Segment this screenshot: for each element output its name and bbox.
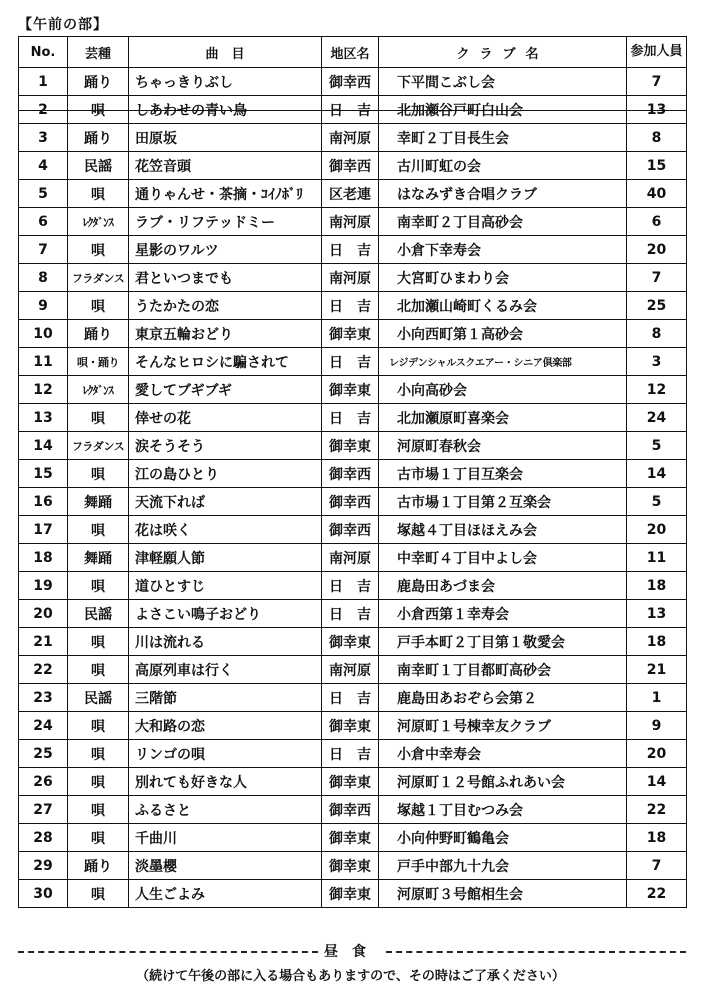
cell-genre: フラダンス: [68, 432, 129, 460]
cell-count: 20: [627, 740, 687, 768]
cell-genre: ﾚｸﾀﾞﾝｽ: [68, 208, 129, 236]
table-row: [19, 488, 687, 516]
cell-no: 7: [19, 236, 68, 264]
cell-area: 日 吉: [322, 292, 379, 320]
cell-genre: 唄: [68, 656, 129, 684]
cell-song: そんなヒロシに騙されて: [129, 348, 322, 376]
cell-area: 日 吉: [322, 404, 379, 432]
section-title: 【午前の部】: [18, 17, 108, 33]
cell-song: 田原坂: [129, 124, 322, 152]
cell-area: 御幸西: [322, 68, 379, 96]
cell-club: 南幸町１丁目都町高砂会: [379, 656, 627, 684]
cell-count: 6: [627, 208, 687, 236]
cell-area: 日 吉: [322, 600, 379, 628]
cell-area: 南河原: [322, 208, 379, 236]
cell-no: 28: [19, 824, 68, 852]
cell-count: 1: [627, 684, 687, 712]
cell-song: 道ひとすじ: [129, 572, 322, 600]
cell-no: 26: [19, 768, 68, 796]
cell-no: 29: [19, 852, 68, 880]
cell-area: 日 吉: [322, 96, 379, 124]
cell-no: 13: [19, 404, 68, 432]
table-row: [19, 376, 687, 404]
cell-no: 20: [19, 600, 68, 628]
cell-no: 19: [19, 572, 68, 600]
cell-song: 大和路の恋: [129, 712, 322, 740]
cell-song: 江の島ひとり: [129, 460, 322, 488]
cell-count: 24: [627, 404, 687, 432]
cell-genre: 唄: [68, 768, 129, 796]
table-row: [19, 768, 687, 796]
cell-area: 区老連: [322, 180, 379, 208]
cell-club: 河原町春秋会: [379, 432, 627, 460]
table-row: [19, 544, 687, 572]
cell-club: 小向仲野町鶴亀会: [379, 824, 627, 852]
cell-no: 23: [19, 684, 68, 712]
cell-genre: 唄: [68, 628, 129, 656]
cell-song: よさこい鳴子おどり: [129, 600, 322, 628]
table-row: [19, 208, 687, 236]
cell-count: 7: [627, 264, 687, 292]
cell-song: 花笠音頭: [129, 152, 322, 180]
header-club: クラブ名: [379, 37, 627, 68]
cell-genre: 踊り: [68, 320, 129, 348]
cell-genre: 踊り: [68, 68, 129, 96]
cell-club: 古市場１丁目互楽会: [379, 460, 627, 488]
cell-no: 3: [19, 124, 68, 152]
cell-club: 小倉西第１幸寿会: [379, 600, 627, 628]
lunch-divider: [18, 941, 686, 961]
table-row: [19, 292, 687, 320]
table-row: [19, 852, 687, 880]
table-row: [19, 96, 687, 124]
cell-area: 御幸西: [322, 796, 379, 824]
cell-club: 北加瀬原町喜楽会: [379, 404, 627, 432]
table-row: [19, 432, 687, 460]
cell-area: 日 吉: [322, 740, 379, 768]
cell-song: リンゴの唄: [129, 740, 322, 768]
cell-count: 20: [627, 236, 687, 264]
cell-song: ちゃっきりぶし: [129, 68, 322, 96]
cell-song: 高原列車は行く: [129, 656, 322, 684]
cell-area: 日 吉: [322, 684, 379, 712]
cell-no: 18: [19, 544, 68, 572]
table-row: [19, 572, 687, 600]
cell-area: 御幸東: [322, 628, 379, 656]
cell-area: 御幸東: [322, 824, 379, 852]
cell-no: 22: [19, 656, 68, 684]
cell-club: 戸手中部九十九会: [379, 852, 627, 880]
cell-count: 12: [627, 376, 687, 404]
cell-song: 川は流れる: [129, 628, 322, 656]
cell-no: 11: [19, 348, 68, 376]
cell-song: 通りゃんせ・茶摘・ｺｲﾉﾎﾞﾘ: [129, 180, 322, 208]
table-row: [19, 152, 687, 180]
header-genre: 芸種: [68, 37, 129, 68]
cell-club: 河原町１号棟幸友クラブ: [379, 712, 627, 740]
cell-club: 鹿島田あおぞら会第２: [379, 684, 627, 712]
cell-no: 15: [19, 460, 68, 488]
cell-area: 御幸東: [322, 852, 379, 880]
cell-genre: 唄: [68, 796, 129, 824]
cell-count: 14: [627, 768, 687, 796]
cell-count: 8: [627, 124, 687, 152]
cell-no: 5: [19, 180, 68, 208]
header-area: 地区名: [322, 37, 379, 68]
cell-club: 小向西町第１高砂会: [379, 320, 627, 348]
cell-count: 18: [627, 628, 687, 656]
table-row: [19, 796, 687, 824]
cell-area: 御幸東: [322, 712, 379, 740]
cell-club: はなみずき合唱クラブ: [379, 180, 627, 208]
cell-genre: 唄・踊り: [68, 348, 129, 376]
cell-genre: 舞踊: [68, 544, 129, 572]
cell-genre: 唄: [68, 292, 129, 320]
cell-club: 古市場１丁目第２互楽会: [379, 488, 627, 516]
cell-area: 日 吉: [322, 236, 379, 264]
cell-song: 三階節: [129, 684, 322, 712]
cell-club: 河原町１２号館ふれあい会: [379, 768, 627, 796]
cell-genre: 民謡: [68, 600, 129, 628]
cell-genre: 唄: [68, 572, 129, 600]
cell-club: 南幸町２丁目高砂会: [379, 208, 627, 236]
cell-song: 天流下れば: [129, 488, 322, 516]
cell-area: 御幸西: [322, 152, 379, 180]
table-row: [19, 124, 687, 152]
cell-song: 君といつまでも: [129, 264, 322, 292]
table-row: [19, 264, 687, 292]
cell-song: 涙そうそう: [129, 432, 322, 460]
cell-club: 塚越１丁目むつみ会: [379, 796, 627, 824]
cell-genre: 唄: [68, 236, 129, 264]
table-row: [19, 824, 687, 852]
cell-club: 小倉中幸寿会: [379, 740, 627, 768]
cell-club: 小倉下幸寿会: [379, 236, 627, 264]
cell-song: うたかたの恋: [129, 292, 322, 320]
cell-count: 18: [627, 824, 687, 852]
table-row: [19, 68, 687, 96]
cell-area: 南河原: [322, 124, 379, 152]
cell-club: レジデンシャルスクエアー・シニア倶楽部: [379, 348, 627, 376]
cell-club: 北加瀬谷戸町白山会: [379, 96, 627, 124]
cell-song: 別れても好きな人: [129, 768, 322, 796]
cell-genre: 民謡: [68, 684, 129, 712]
header-song: 曲 目: [129, 37, 322, 68]
cell-club: 小向高砂会: [379, 376, 627, 404]
cell-no: 2: [19, 96, 68, 124]
cell-area: 御幸西: [322, 488, 379, 516]
cell-song: 花は咲く: [129, 516, 322, 544]
cell-genre: 唄: [68, 880, 129, 908]
cell-genre: 唄: [68, 712, 129, 740]
table-row: [19, 320, 687, 348]
cell-area: 御幸東: [322, 376, 379, 404]
cell-genre: 唄: [68, 516, 129, 544]
cell-count: 21: [627, 656, 687, 684]
program-table: [18, 36, 687, 908]
cell-genre: 唄: [68, 824, 129, 852]
cell-no: 24: [19, 712, 68, 740]
table-row: [19, 628, 687, 656]
cell-count: 20: [627, 516, 687, 544]
cell-no: 1: [19, 68, 68, 96]
cell-no: 27: [19, 796, 68, 824]
cell-count: 25: [627, 292, 687, 320]
cell-genre: 唄: [68, 96, 129, 124]
cell-count: 13: [627, 600, 687, 628]
cell-count: 22: [627, 880, 687, 908]
cell-club: 鹿島田あづま会: [379, 572, 627, 600]
cell-area: 御幸西: [322, 460, 379, 488]
cell-count: 40: [627, 180, 687, 208]
table-row: [19, 712, 687, 740]
cell-genre: 踊り: [68, 124, 129, 152]
cell-area: 日 吉: [322, 348, 379, 376]
cell-song: しあわせの青い鳥: [129, 96, 322, 124]
cell-no: 4: [19, 152, 68, 180]
table-row: [19, 740, 687, 768]
cell-song: 千曲川: [129, 824, 322, 852]
table-row: [19, 656, 687, 684]
cell-count: 9: [627, 712, 687, 740]
cell-count: 11: [627, 544, 687, 572]
cell-no: 25: [19, 740, 68, 768]
header-count: 参加人員: [627, 37, 687, 68]
cell-genre: 唄: [68, 180, 129, 208]
cell-no: 16: [19, 488, 68, 516]
cell-club: 北加瀬山崎町くるみ会: [379, 292, 627, 320]
cell-count: 13: [627, 96, 687, 124]
cell-area: 御幸東: [322, 768, 379, 796]
cell-song: 倖せの花: [129, 404, 322, 432]
table-row: [19, 236, 687, 264]
cell-club: 河原町３号館相生会: [379, 880, 627, 908]
cell-count: 22: [627, 796, 687, 824]
cell-no: 17: [19, 516, 68, 544]
table-row: [19, 516, 687, 544]
cell-no: 12: [19, 376, 68, 404]
cell-club: 古川町虹の会: [379, 152, 627, 180]
cell-song: 星影のワルツ: [129, 236, 322, 264]
footnote: （続けて午後の部に入る場合もありますので、その時はご了承ください）: [136, 969, 565, 984]
table-row: [19, 600, 687, 628]
cell-song: ラブ・リフテッドミー: [129, 208, 322, 236]
cell-no: 21: [19, 628, 68, 656]
cell-club: 大宮町ひまわり会: [379, 264, 627, 292]
cell-song: 愛してブギブギ: [129, 376, 322, 404]
cell-club: 塚越４丁目ほほえみ会: [379, 516, 627, 544]
cell-genre: ﾚｸﾀﾞﾝｽ: [68, 376, 129, 404]
cell-club: 戸手本町２丁目第１敬愛会: [379, 628, 627, 656]
cell-song: 東京五輪おどり: [129, 320, 322, 348]
cell-count: 5: [627, 432, 687, 460]
cell-no: 30: [19, 880, 68, 908]
table-row: [19, 684, 687, 712]
cell-genre: 舞踊: [68, 488, 129, 516]
cell-genre: 踊り: [68, 852, 129, 880]
cell-song: 津軽願人節: [129, 544, 322, 572]
cell-club: 幸町２丁目長生会: [379, 124, 627, 152]
cell-club: 中幸町４丁目中よし会: [379, 544, 627, 572]
cell-no: 9: [19, 292, 68, 320]
cell-count: 15: [627, 152, 687, 180]
cell-no: 6: [19, 208, 68, 236]
table-header-row: [19, 37, 687, 68]
cell-no: 10: [19, 320, 68, 348]
cell-count: 8: [627, 320, 687, 348]
cell-club: 下平間こぶし会: [379, 68, 627, 96]
cell-count: 14: [627, 460, 687, 488]
cell-area: 御幸東: [322, 320, 379, 348]
cell-song: ふるさと: [129, 796, 322, 824]
cell-no: 8: [19, 264, 68, 292]
table-row: [19, 348, 687, 376]
table-row: [19, 460, 687, 488]
cell-area: 南河原: [322, 264, 379, 292]
table-row: [19, 180, 687, 208]
cell-area: 南河原: [322, 656, 379, 684]
dashed-line-right: [386, 951, 686, 953]
cell-count: 7: [627, 68, 687, 96]
cell-genre: 唄: [68, 740, 129, 768]
cell-genre: フラダンス: [68, 264, 129, 292]
table-row: [19, 880, 687, 908]
cell-genre: 民謡: [68, 152, 129, 180]
cell-genre: 唄: [68, 404, 129, 432]
table-row: [19, 404, 687, 432]
cell-area: 御幸西: [322, 516, 379, 544]
cell-count: 7: [627, 852, 687, 880]
cell-genre: 唄: [68, 460, 129, 488]
cell-area: 御幸東: [322, 432, 379, 460]
cell-area: 南河原: [322, 544, 379, 572]
cell-song: 淡墨櫻: [129, 852, 322, 880]
cell-count: 5: [627, 488, 687, 516]
lunch-label: 昼食: [324, 944, 380, 960]
header-no: No.: [19, 37, 68, 68]
cell-area: 御幸東: [322, 880, 379, 908]
cell-count: 3: [627, 348, 687, 376]
cell-area: 日 吉: [322, 572, 379, 600]
cell-song: 人生ごよみ: [129, 880, 322, 908]
cell-no: 14: [19, 432, 68, 460]
cell-count: 18: [627, 572, 687, 600]
